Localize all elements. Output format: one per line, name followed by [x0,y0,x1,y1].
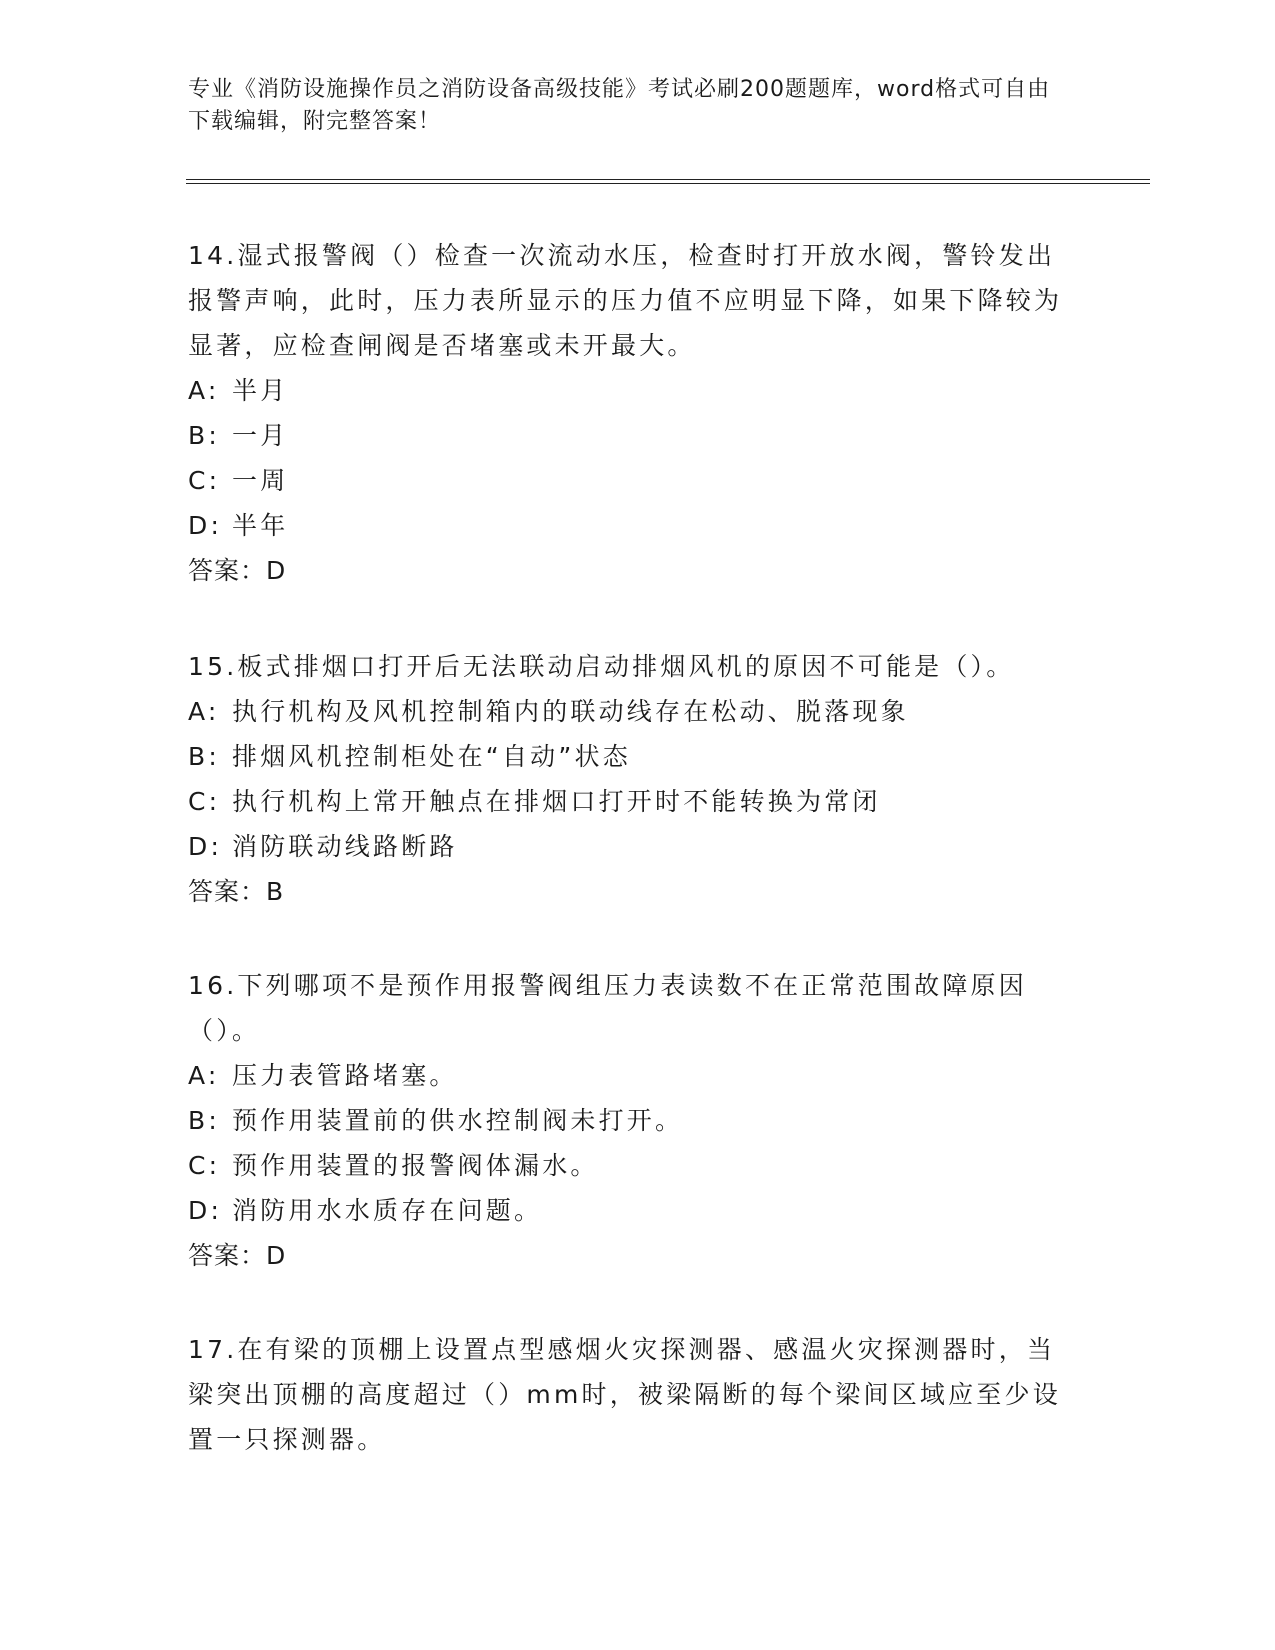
question-stem: 16.下列哪项不是预作用报警阀组压力表读数不在正常范围故障原因（）。 [188,971,1027,1045]
option-d [188,1188,1068,1233]
question-14 [188,233,1068,593]
option-a [188,1053,1068,1098]
option-a [188,689,1068,734]
question-stem: 15.板式排烟口打开后无法联动启动排烟风机的原因不可能是（）。 [188,652,1015,681]
option-b [188,413,1068,458]
answer: 答案：D [188,1241,287,1270]
answer: 答案：B [188,877,285,906]
option-key: C: [188,787,221,816]
question-stem: 14.湿式报警阀（）检查一次流动水压，检查时打开放水阀，警铃发出报警声响，此时，压力表所显示的压力值不应明显下降，如果下降较为显著，应检查闸阀是否堵塞或未开最大。 [188,241,1063,360]
option-text: 消防联动线路断路 [232,832,458,861]
option-d [188,824,1068,869]
option-key: B: [188,742,220,771]
option-b [188,734,1068,779]
option-key: B: [188,1106,220,1135]
option-key: D: [188,1196,223,1225]
question-17 [188,1327,1068,1462]
option-text: 执行机构上常开触点在排烟口打开时不能转换为常闭 [232,787,881,816]
option-key: A: [188,697,220,726]
question-15 [188,644,1068,914]
option-key: C: [188,466,221,495]
option-text: 一周 [232,466,289,495]
option-key: B: [188,421,220,450]
answer: 答案：D [188,556,287,585]
question-stem: 17.在有梁的顶棚上设置点型感烟火灾探测器、感温火灾探测器时，当梁突出顶棚的高度超过（）mm时，被梁隔断的每个梁间区域应至少设置一只探测器。 [188,1335,1061,1454]
option-c [188,458,1068,503]
option-text: 半年 [232,511,289,540]
question-16 [188,963,1068,1278]
option-key: A: [188,376,220,405]
option-c [188,1143,1068,1188]
option-text: 排烟风机控制柜处在“自动”状态 [232,742,631,771]
option-key: A: [188,1061,220,1090]
option-key: D: [188,832,223,861]
option-text: 执行机构及风机控制箱内的联动线存在松动、脱落现象 [232,697,909,726]
option-text: 预作用装置前的供水控制阀未打开。 [232,1106,684,1135]
option-key: C: [188,1151,221,1180]
option-text: 一月 [232,421,289,450]
option-a [188,368,1068,413]
option-text: 压力表管路堵塞。 [232,1061,458,1090]
option-c [188,779,1068,824]
header-divider-bottom [186,183,1150,184]
document-header: 专业《消防设施操作员之消防设备高级技能》考试必刷200题题库，word格式可自由下载编辑，附完整答案！ [188,77,1051,134]
option-text: 半月 [232,376,289,405]
header-divider-top [186,179,1150,180]
option-d [188,503,1068,548]
option-key: D: [188,511,223,540]
option-b [188,1098,1068,1143]
option-text: 消防用水水质存在问题。 [232,1196,543,1225]
option-text: 预作用装置的报警阀体漏水。 [232,1151,599,1180]
